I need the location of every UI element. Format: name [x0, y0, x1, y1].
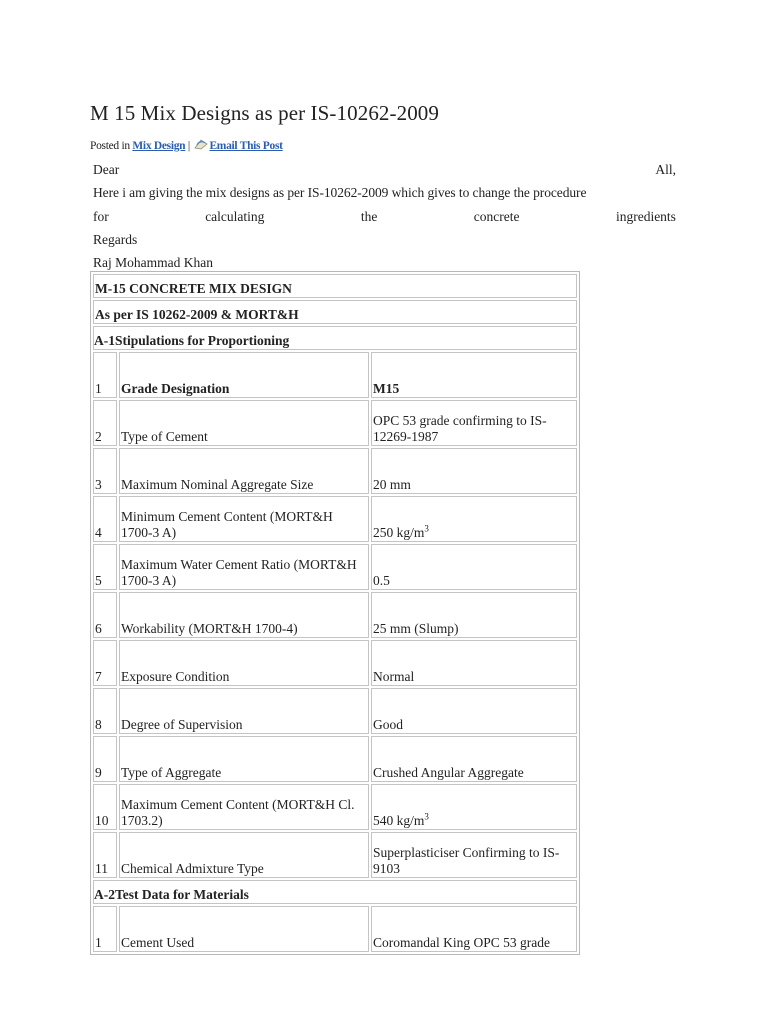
email-icon[interactable] — [194, 139, 208, 150]
row-number: 4 — [93, 496, 117, 542]
post-title: M 15 Mix Designs as per IS-10262-2009 — [90, 101, 440, 125]
row-value — [371, 906, 577, 952]
value-text: Crushed Angular Aggregate — [373, 765, 524, 780]
row-number: 2 — [93, 400, 117, 446]
row-label: Degree of Supervision — [119, 688, 369, 734]
value-text: 540 kg/m — [373, 813, 425, 828]
row-label: Workability (MORT&H 1700-4) — [119, 592, 369, 638]
row-label: Cement Used — [119, 906, 369, 952]
row-label: Type of Cement — [119, 400, 369, 446]
word: for — [93, 208, 109, 224]
author-line: Raj Mohammad Khan — [93, 255, 213, 271]
value-text: M15 — [373, 381, 400, 396]
section-number: A-2 — [94, 887, 115, 902]
table-row — [93, 352, 577, 398]
value-text: Coromandal King OPC 53 grade — [373, 935, 550, 950]
table-row — [93, 832, 577, 878]
row-label: Chemical Admixture Type — [119, 832, 369, 878]
row-value — [371, 592, 577, 638]
value-text: 20 mm — [373, 477, 411, 492]
row-number: 11 — [93, 832, 117, 878]
section-row-a2 — [93, 880, 577, 904]
row-number: 9 — [93, 736, 117, 782]
table-row — [93, 592, 577, 638]
row-number: 3 — [93, 448, 117, 494]
intro-line: Here i am giving the mix designs as per IS-10262-2009 which gives to change the procedure — [93, 185, 587, 201]
word: ingredients — [615, 208, 676, 224]
value-text: OPC 53 grade confirming to IS-12269-1987 — [373, 413, 547, 444]
table-row — [93, 448, 577, 494]
row-number: 5 — [93, 544, 117, 590]
row-value — [371, 352, 577, 398]
row-label: Maximum Nominal Aggregate Size — [119, 448, 369, 494]
post-body — [93, 158, 676, 274]
section-number: A-1 — [94, 333, 115, 348]
word: calculating — [205, 208, 265, 224]
row-value — [371, 736, 577, 782]
row-value — [371, 544, 577, 590]
section-title: Test Data for Materials — [115, 887, 249, 902]
mix-design-table — [90, 271, 580, 955]
email-post-link[interactable]: Email This Post — [209, 140, 283, 152]
row-label: Exposure Condition — [119, 640, 369, 686]
row-number: 10 — [93, 784, 117, 830]
row-number: 8 — [93, 688, 117, 734]
value-text: Good — [373, 717, 403, 732]
row-label: Maximum Cement Content (MORT&H Cl. 1703.2) — [119, 784, 369, 830]
post-meta — [90, 139, 283, 152]
table-subtitle: As per IS 10262-2009 & MORT&H — [93, 300, 577, 324]
row-label: Maximum Water Cement Ratio (MORT&H 1700-3 A) — [119, 544, 369, 590]
word: concrete — [473, 208, 520, 224]
row-value — [371, 784, 577, 830]
row-value — [371, 496, 577, 542]
table-row — [93, 544, 577, 590]
greeting-right: All, — [655, 162, 676, 177]
greeting-line — [93, 158, 676, 181]
table-row — [93, 736, 577, 782]
posted-in-label: Posted in — [90, 140, 133, 152]
section-title: Stipulations for Proportioning — [115, 333, 290, 348]
row-label: Type of Aggregate — [119, 736, 369, 782]
row-number: 1 — [93, 906, 117, 952]
value-text: Superplasticiser Confirming to IS-9103 — [373, 845, 560, 876]
table-title: M-15 CONCRETE MIX DESIGN — [93, 274, 577, 298]
value-superscript: 3 — [424, 811, 429, 822]
table-row — [93, 688, 577, 734]
table-row — [93, 400, 577, 446]
row-number: 1 — [93, 352, 117, 398]
intro-line-2 — [93, 205, 676, 228]
table-row — [93, 640, 577, 686]
row-number: 6 — [93, 592, 117, 638]
word: the — [360, 208, 378, 224]
value-text: 25 mm (Slump) — [373, 621, 459, 636]
row-value — [371, 832, 577, 878]
row-label: Grade Designation — [119, 352, 369, 398]
table-row — [93, 906, 577, 952]
row-label: Minimum Cement Content (MORT&H 1700-3 A) — [119, 496, 369, 542]
row-value — [371, 640, 577, 686]
value-text: Normal — [373, 669, 415, 684]
section-row-a1 — [93, 326, 577, 350]
row-value — [371, 688, 577, 734]
row-value — [371, 400, 577, 446]
greeting-left: Dear — [93, 162, 120, 177]
row-value — [371, 448, 577, 494]
table-row — [93, 496, 577, 542]
value-text: 0.5 — [373, 573, 390, 588]
value-superscript: 3 — [424, 523, 429, 534]
value-text: 250 kg/m — [373, 525, 425, 540]
table-row — [93, 784, 577, 830]
regards-line: Regards — [93, 231, 138, 247]
meta-separator: | — [185, 140, 193, 152]
category-link[interactable]: Mix Design — [132, 140, 186, 152]
row-number: 7 — [93, 640, 117, 686]
